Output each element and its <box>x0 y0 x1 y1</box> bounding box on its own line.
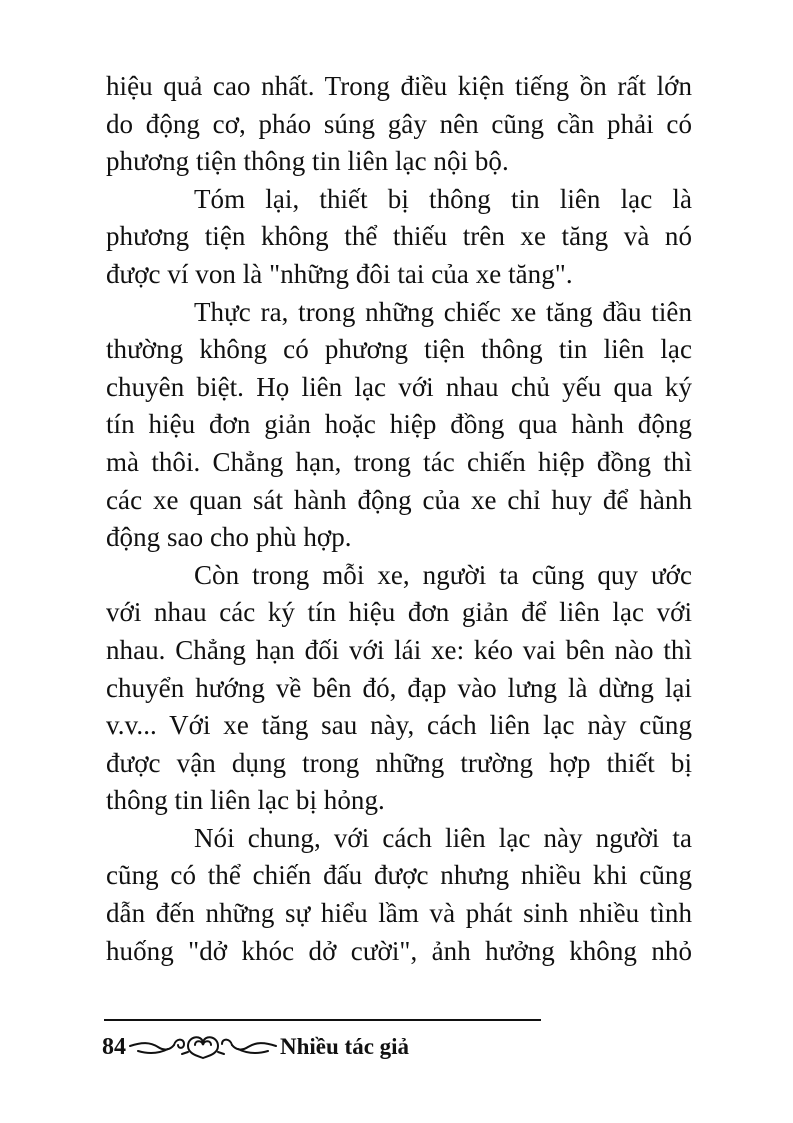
page-number: 84 <box>102 1033 126 1060</box>
text-line: phương tiện không thể thiếu trên xe tăng và nó <box>106 221 692 252</box>
text-line: tín hiệu đơn giản hoặc hiệp đồng qua hành động <box>106 409 692 440</box>
page-footer <box>102 1027 409 1067</box>
text-line: các xe quan sát hành động của xe chỉ huy để hành <box>106 484 692 515</box>
text-line: v.v... Với xe tăng sau này, cách liên lạc này cũng <box>106 710 692 741</box>
text-line: với nhau các ký tín hiệu đơn giản để liên lạc với <box>106 597 692 628</box>
text-line: nhau. Chẳng hạn đối với lái xe: kéo vai bên nào thì <box>106 634 692 665</box>
scroll-ornament-icon <box>128 1030 278 1065</box>
paragraph-start-line: Nói chung, với cách liên lạc này người ta <box>194 822 692 853</box>
book-author: Nhiều tác giả <box>280 1034 410 1059</box>
text-line: được ví von là "những đôi tai của xe tăng". <box>106 258 573 289</box>
paragraph-start-line: Thực ra, trong những chiếc xe tăng đầu tiên <box>194 296 692 327</box>
text-line: chuyên biệt. Họ liên lạc với nhau chủ yếu qua ký <box>106 371 692 402</box>
text-line: động sao cho phù hợp. <box>106 522 352 553</box>
text-line: cũng có thể chiến đấu được nhưng nhiều khi cũng <box>106 860 692 891</box>
paragraph-start-line: Còn trong mỗi xe, người ta cũng quy ước <box>194 559 692 590</box>
footer-divider <box>104 1019 541 1021</box>
text-line: hiệu quả cao nhất. Trong điều kiện tiếng ồn rất lớn <box>106 71 692 101</box>
text-line: mà thôi. Chẳng hạn, trong tác chiến hiệp đồng thì <box>106 446 692 477</box>
text-line: thường không có phương tiện thông tin liên lạc <box>106 334 692 365</box>
text-line: phương tiện thông tin liên lạc nội bộ. <box>106 146 509 177</box>
text-line: chuyển hướng về bên đó, đạp vào lưng là dừng lại <box>106 672 692 703</box>
text-line: thông tin liên lạc bị hỏng. <box>106 785 385 816</box>
text-line: do động cơ, pháo súng gây nên cũng cần phải có <box>106 108 692 139</box>
text-line: huống "dở khóc dở cười", ảnh hưởng không nhỏ <box>106 935 692 966</box>
text-line: được vận dụng trong những trường hợp thiết bị <box>106 747 692 778</box>
paragraph-start-line: Tóm lại, thiết bị thông tin liên lạc là <box>194 183 692 214</box>
body-text <box>106 68 692 970</box>
text-line: dẫn đến những sự hiểu lầm và phát sinh nhiều tình <box>106 898 692 929</box>
